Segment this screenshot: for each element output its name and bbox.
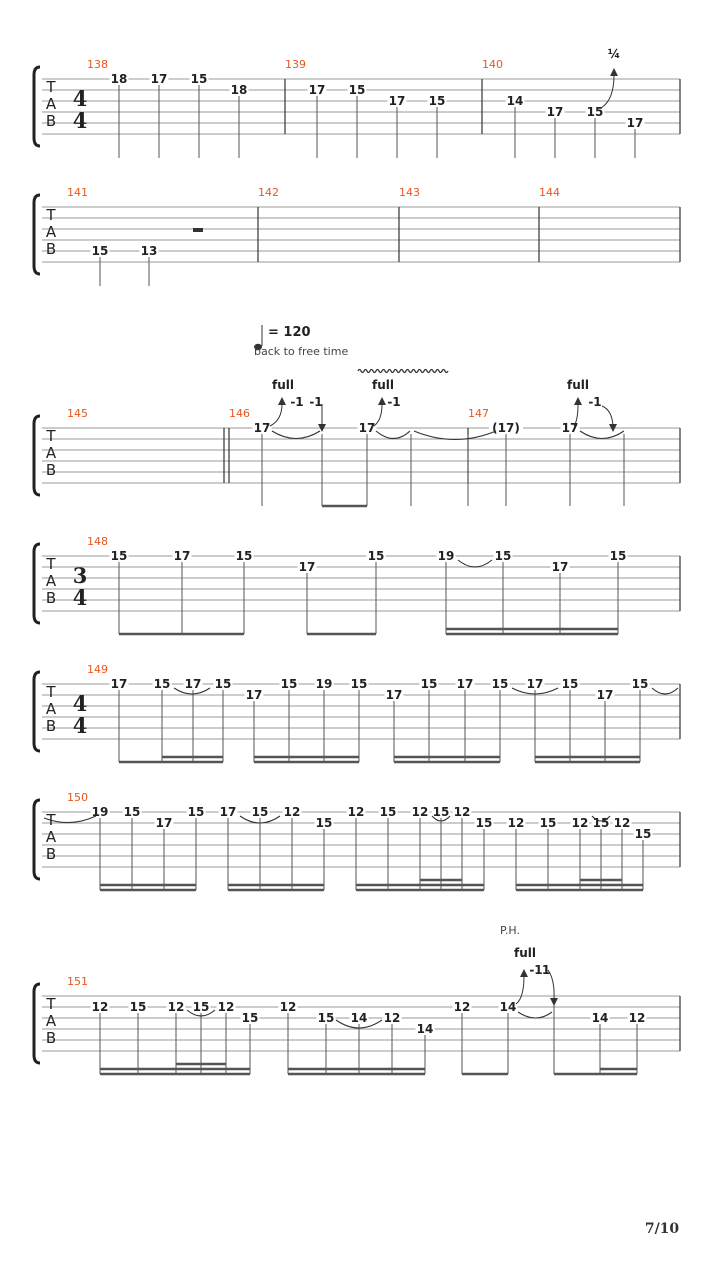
rest-icon: [193, 228, 203, 232]
fret-number: 17: [110, 677, 128, 691]
measure-number: 138: [87, 58, 108, 71]
bend-arrow-icon: [378, 397, 386, 405]
fret-number: 19: [437, 549, 455, 563]
fret-number: 17: [245, 688, 263, 702]
system-brace: [34, 67, 40, 146]
fret-number: 15: [241, 1011, 259, 1025]
system-brace: [34, 800, 40, 879]
tab-clef-letter: A: [45, 223, 57, 241]
system-brace: [34, 544, 40, 623]
tab-clef-letter: B: [45, 112, 57, 130]
fret-number: 17: [184, 677, 202, 691]
fret-number: 12: [411, 805, 429, 819]
measure-number: 140: [482, 58, 503, 71]
tab-clef-letter: T: [46, 206, 56, 224]
fret-number: 12: [283, 805, 301, 819]
fret-number: 15: [235, 549, 253, 563]
tie-curve: [458, 560, 492, 567]
fret-number: 12: [507, 816, 525, 830]
fret-number: 17: [388, 94, 406, 108]
fret-number: 18: [110, 72, 128, 86]
fret-number: 15: [475, 816, 493, 830]
tab-clef-letter: T: [46, 427, 56, 445]
fret-number: 15: [494, 549, 512, 563]
fret-number: 15: [379, 805, 397, 819]
staff-system-3: [34, 407, 680, 506]
fret-number: 15: [315, 816, 333, 830]
measure-number: 141: [67, 186, 88, 199]
staff-system-1: [34, 58, 680, 158]
fret-number: 15: [251, 805, 269, 819]
bend-arrow-icon: [520, 969, 528, 977]
fret-number: 12: [453, 1000, 471, 1014]
fret-number: 15: [432, 805, 450, 819]
fret-number: 15: [428, 94, 446, 108]
fret-number: 19: [91, 805, 109, 819]
measure-number: 151: [67, 975, 88, 988]
system-brace: [34, 195, 40, 274]
fret-number: 15: [192, 1000, 210, 1014]
tab-clef-letter: A: [45, 1012, 57, 1030]
bend-release: -1: [588, 395, 602, 409]
system-brace: [34, 984, 40, 1063]
tab-clef-letter: A: [45, 828, 57, 846]
page-number: 7/10: [644, 1221, 680, 1237]
fret-number: 15: [491, 677, 509, 691]
fret-number: 15: [634, 827, 652, 841]
pinch-harmonic-label: P.H.: [500, 924, 520, 937]
fret-number: 18: [230, 83, 248, 97]
fret-number: 19: [315, 677, 333, 691]
staff-system-2: [34, 186, 680, 286]
fret-number: 12: [571, 816, 589, 830]
bend-release: -1: [529, 963, 543, 977]
bend-amount: full: [514, 946, 536, 960]
fret-number: 14: [499, 1000, 517, 1014]
bend-curve: [270, 404, 282, 426]
fret-number: 15: [91, 244, 109, 258]
tie-curve: [376, 431, 410, 439]
fret-number: 15: [317, 1011, 335, 1025]
time-signature-top: 4: [72, 86, 88, 111]
fret-number: 17: [308, 83, 326, 97]
fret-number: 15: [187, 805, 205, 819]
tab-clef-letter: B: [45, 1029, 57, 1047]
fret-number: 14: [416, 1022, 434, 1036]
fret-number: 17: [385, 688, 403, 702]
staff-system-6: [34, 791, 680, 890]
fret-number: 17: [546, 105, 564, 119]
tab-clef-letter: T: [46, 811, 56, 829]
tie-curve: [518, 1012, 552, 1018]
fret-number: 17: [173, 549, 191, 563]
tab-clef-letter: B: [45, 717, 57, 735]
bend-arrow-icon: [574, 397, 582, 405]
tab-clef-letter: A: [45, 572, 57, 590]
bend-curve: [516, 976, 524, 1004]
fret-number: 12: [279, 1000, 297, 1014]
staff-system-5: [34, 663, 680, 762]
time-signature-top: 4: [72, 691, 88, 716]
fret-number: 14: [350, 1011, 368, 1025]
bend-amount: ¼: [607, 47, 621, 61]
tab-clef-letter: A: [45, 444, 57, 462]
measure-number: 146: [229, 407, 250, 420]
vibrato-icon: [358, 370, 448, 373]
measure-number: 142: [258, 186, 279, 199]
fret-number: 15: [561, 677, 579, 691]
bend-release: -1: [387, 395, 401, 409]
time-signature-bottom: 4: [72, 108, 88, 133]
bend-amount: full: [272, 378, 294, 392]
tab-clef-letter: A: [45, 95, 57, 113]
measure-number: 147: [468, 407, 489, 420]
fret-number: 15: [348, 83, 366, 97]
fret-number: 15: [592, 816, 610, 830]
tab-clef-letter: A: [45, 700, 57, 718]
measure-number: 144: [539, 186, 560, 199]
fret-number: 17: [596, 688, 614, 702]
bend-amount: full: [567, 378, 589, 392]
fret-number: 17: [551, 560, 569, 574]
fret-number: 17: [456, 677, 474, 691]
time-signature-bottom: 4: [72, 713, 88, 738]
tab-clef-letter: T: [46, 555, 56, 573]
fret-number: 15: [350, 677, 368, 691]
fret-number: 12: [383, 1011, 401, 1025]
release-arrow-icon: [550, 998, 558, 1006]
system-brace: [34, 672, 40, 751]
bend-release: -1: [290, 395, 304, 409]
staff-system-4: [34, 535, 680, 634]
tab-clef-letter: T: [46, 995, 56, 1013]
fret-number: 14: [506, 94, 524, 108]
measure-number: 143: [399, 186, 420, 199]
tempo-text: back to free time: [254, 345, 349, 358]
fret-number: 17: [253, 421, 271, 435]
time-signature-bottom: 4: [72, 585, 88, 610]
staff-system-7: [34, 975, 680, 1074]
fret-number: 17: [155, 816, 173, 830]
tab-clef-letter: B: [45, 845, 57, 863]
tie-curve: [580, 431, 624, 439]
fret-number: 13: [140, 244, 158, 258]
tab-clef-letter: B: [45, 461, 57, 479]
fret-number: 12: [453, 805, 471, 819]
tab-clef-letter: B: [45, 589, 57, 607]
fret-number: 12: [613, 816, 631, 830]
tab-clef-letter: T: [46, 78, 56, 96]
fret-number: 15: [214, 677, 232, 691]
fret-number: 17: [298, 560, 316, 574]
fret-number: 15: [123, 805, 141, 819]
fret-number: 12: [167, 1000, 185, 1014]
fret-number: 17: [150, 72, 168, 86]
fret-number: 17: [561, 421, 579, 435]
fret-number: 15: [190, 72, 208, 86]
fret-number: (17): [492, 421, 520, 435]
fret-number: 12: [628, 1011, 646, 1025]
release-curve: [602, 406, 613, 426]
measure-number: 139: [285, 58, 306, 71]
fret-number: 17: [626, 116, 644, 130]
bend-curve: [601, 75, 614, 108]
measure-number: 148: [87, 535, 108, 548]
bend-release: 1: [541, 963, 551, 977]
tab-clef-letter: T: [46, 683, 56, 701]
fret-number: 15: [110, 549, 128, 563]
fret-number: 15: [367, 549, 385, 563]
measure-number: 149: [87, 663, 108, 676]
tempo-bpm: = 120: [268, 325, 311, 340]
time-signature-top: 3: [72, 563, 88, 588]
fret-number: 15: [153, 677, 171, 691]
fret-number: 15: [280, 677, 298, 691]
fret-number: 15: [420, 677, 438, 691]
tab-clef-letter: B: [45, 240, 57, 258]
fret-number: 15: [586, 105, 604, 119]
bend-amount: full: [372, 378, 394, 392]
bend-release: -1: [309, 395, 323, 409]
bend-arrow-icon: [278, 397, 286, 405]
fret-number: 15: [539, 816, 557, 830]
tie-curve: [414, 431, 496, 440]
fret-number: 12: [91, 1000, 109, 1014]
measure-number: 145: [67, 407, 88, 420]
fret-number: 12: [347, 805, 365, 819]
system-brace: [34, 416, 40, 495]
fret-number: 15: [129, 1000, 147, 1014]
fret-number: 14: [591, 1011, 609, 1025]
tie-curve: [652, 688, 678, 694]
fret-number: 17: [358, 421, 376, 435]
fret-number: 15: [609, 549, 627, 563]
measure-number: 150: [67, 791, 88, 804]
bend-arrow-icon: [610, 68, 618, 76]
tie-curve: [272, 431, 320, 439]
fret-number: 15: [631, 677, 649, 691]
fret-number: 17: [219, 805, 237, 819]
fret-number: 12: [217, 1000, 235, 1014]
fret-number: 17: [526, 677, 544, 691]
